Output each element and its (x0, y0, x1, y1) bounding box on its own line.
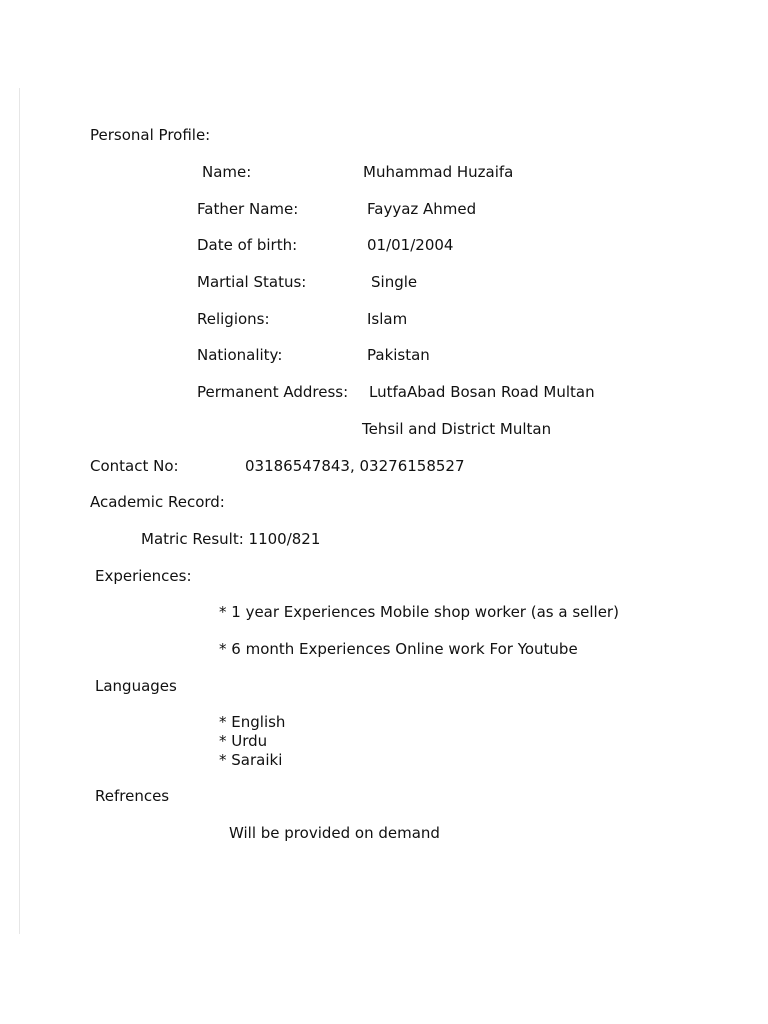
academic-record-heading: Academic Record: (90, 493, 225, 511)
page-margin-line (19, 88, 20, 934)
references-text: Will be provided on demand (229, 824, 440, 842)
dob-label: Date of birth: (197, 236, 298, 254)
languages-heading: Languages (95, 677, 177, 695)
father-name-value: Fayyaz Ahmed (367, 200, 477, 218)
references-heading: Refrences (95, 787, 170, 805)
dob-value: 01/01/2004 (367, 236, 454, 254)
matric-result: Matric Result: 1100/821 (141, 530, 321, 548)
experience-item: * 1 year Experiences Mobile shop worker (as a seller) (219, 603, 619, 621)
contact-label: Contact No: (90, 457, 179, 475)
permanent-address-line1: LutfaAbad Bosan Road Multan (369, 383, 595, 401)
religion-value: Islam (367, 310, 408, 328)
experiences-heading: Experiences: (95, 567, 192, 585)
language-item: * Urdu (219, 732, 268, 750)
contact-value: 03186547843, 03276158527 (245, 457, 465, 475)
father-name-label: Father Name: (197, 200, 299, 218)
language-item: * English (219, 713, 286, 731)
language-item: * Saraiki (219, 751, 283, 769)
experience-item: * 6 month Experiences Online work For Youtube (219, 640, 578, 658)
permanent-address-label: Permanent Address: (197, 383, 349, 401)
religion-label: Religions: (197, 310, 270, 328)
nationality-value: Pakistan (367, 346, 430, 364)
personal-profile-heading: Personal Profile: (90, 126, 211, 144)
name-label: Name: (202, 163, 252, 181)
marital-status-label: Martial Status: (197, 273, 307, 291)
name-value: Muhammad Huzaifa (363, 163, 514, 181)
nationality-label: Nationality: (197, 346, 283, 364)
permanent-address-line2: Tehsil and District Multan (362, 420, 552, 438)
marital-status-value: Single (371, 273, 418, 291)
